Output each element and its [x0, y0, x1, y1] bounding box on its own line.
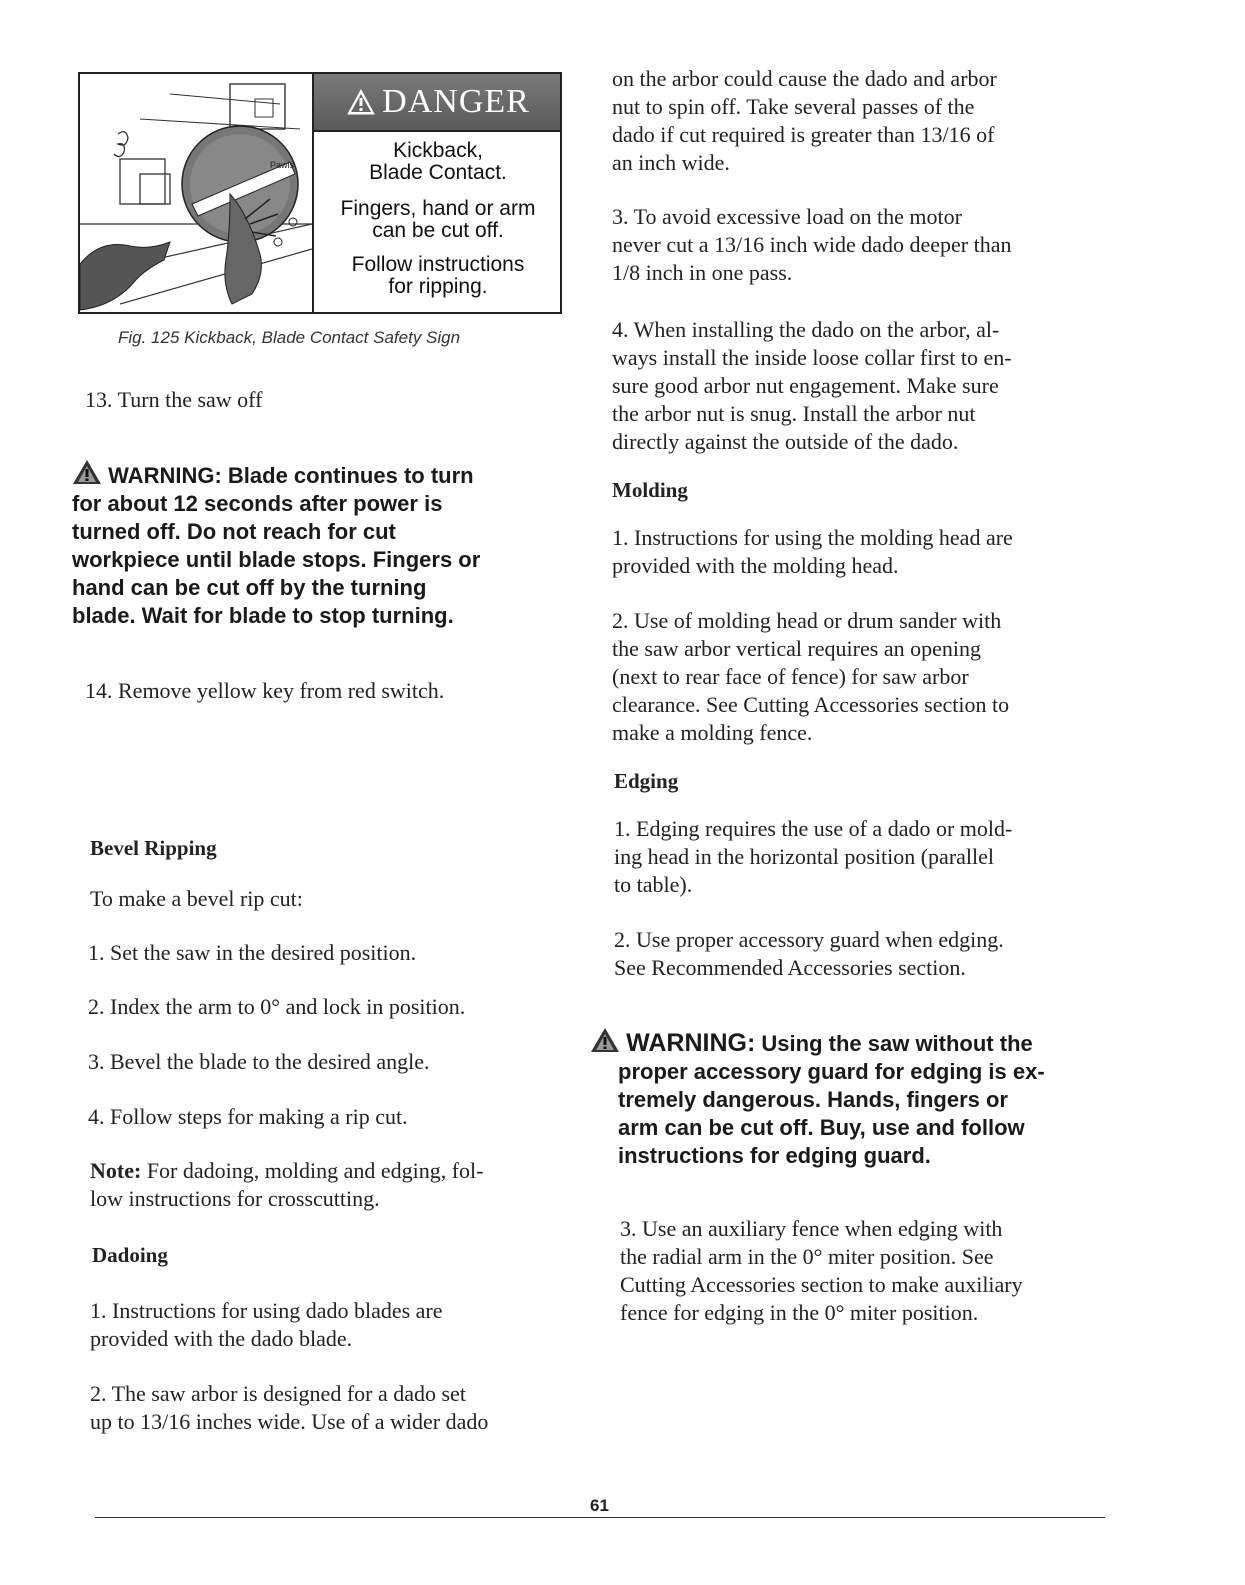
safety-sign-figure: [78, 72, 562, 314]
warning-label: WARNING:: [626, 1029, 756, 1057]
bevel-intro: To make a bevel rip cut:: [90, 886, 303, 911]
dadoing-step-4: 4. When installing the dado on the arbor, al- ways install the inside loose collar first to en- sure good arbor nut engagement. Make sure the arbor nut is snug. Install the arbor nut directly against the outside of the dado.: [612, 317, 1012, 454]
page-number: 61: [590, 1496, 609, 1515]
warning-triangle-icon: [72, 459, 102, 485]
bevel-step-4: 4. Follow steps for making a rip cut.: [88, 1104, 408, 1129]
edging-heading: Edging: [614, 769, 679, 793]
edging-step-2: 2. Use proper accessory guard when edging. See Recommended Accessories section.: [614, 927, 1004, 980]
sign-follow-text: Follow instructions for ripping.: [351, 253, 525, 298]
saw-kickback-illustration: [80, 74, 312, 314]
danger-header-text: DANGER: [382, 83, 530, 120]
bevel-step-2: 2. Index the arm to 0° and lock in position.: [88, 994, 466, 1019]
note-label: Note:: [90, 1158, 142, 1183]
bevel-step-1: 1. Set the saw in the desired position.: [88, 940, 417, 965]
step-14: 14. Remove yellow key from red switch.: [85, 678, 445, 703]
warning-blade-continues: [72, 459, 572, 630]
edging-step-3: 3. Use an auxiliary fence when edging with the radial arm in the 0° miter position. See Cutting Accessories section to make auxiliary fence for edging in the 0° miter position.: [620, 1216, 1023, 1325]
figure-caption: Fig. 125 Kickback, Blade Contact Safety Sign: [118, 328, 461, 347]
danger-triangle-icon: [346, 88, 376, 116]
dadoing-step-2-continued: on the arbor could cause the dado and arbor nut to spin off. Take several passes of the dado if cut required is greater than 13/16 of an inch wide.: [612, 66, 997, 175]
warning-text: Blade continues to turn for about 12 seconds after power is turned off. Do not reach for cut workpiece until blade stops. Fingers or hand can be cut off by the turning blade. Wait for blade to stop turning.: [72, 463, 481, 628]
footer-rule: [95, 1517, 1105, 1518]
molding-step-2: 2. Use of molding head or drum sander with the saw arbor vertical requires an opening (next to rear face of fence) for saw arbor clearance. See Cutting Accessories section to make a molding fence.: [612, 608, 1010, 745]
warning-label: WARNING:: [108, 463, 222, 488]
sign-fingers-text: Fingers, hand or arm can be cut off.: [340, 197, 536, 242]
dadoing-heading: Dadoing: [92, 1243, 168, 1267]
step-13: 13. Turn the saw off: [85, 387, 263, 412]
molding-step-1: 1. Instructions for using the molding head are provided with the molding head.: [612, 525, 1013, 578]
note-text: For dadoing, molding and edging, fol- low instructions for crosscutting.: [90, 1158, 484, 1211]
dadoing-step-2: 2. The saw arbor is designed for a dado set up to 13/16 inches wide. Use of a wider dado: [90, 1381, 489, 1434]
warning-edging-guard: [590, 1027, 1110, 1170]
danger-sign-panel: [312, 74, 562, 314]
danger-sign-header: [314, 74, 562, 132]
edging-step-1: 1. Edging requires the use of a dado or mold- ing head in the horizontal position (parallel to table).: [614, 816, 1013, 897]
warning-text-first: Using the saw without the: [761, 1031, 1033, 1056]
warning-text-rest: proper accessory guard for edging is ex- tremely dangerous. Hands, fingers or arm can be cut off. Buy, use and follow instructions for edging guard.: [618, 1059, 1045, 1168]
note-paragraph: [90, 1157, 570, 1213]
pawls-label: Pawls: [270, 160, 295, 170]
bevel-step-3: 3. Bevel the blade to the desired angle.: [88, 1049, 430, 1074]
warning-triangle-icon: [590, 1027, 620, 1053]
sign-kickback-text: Kickback, Blade Contact.: [369, 139, 507, 184]
dadoing-step-1: 1. Instructions for using dado blades are provided with the dado blade.: [90, 1298, 443, 1351]
dadoing-step-3: 3. To avoid excessive load on the motor never cut a 13/16 inch wide dado deeper than 1/8 inch in one pass.: [612, 204, 1012, 285]
molding-heading: Molding: [612, 478, 688, 502]
bevel-ripping-heading: Bevel Ripping: [90, 836, 217, 860]
